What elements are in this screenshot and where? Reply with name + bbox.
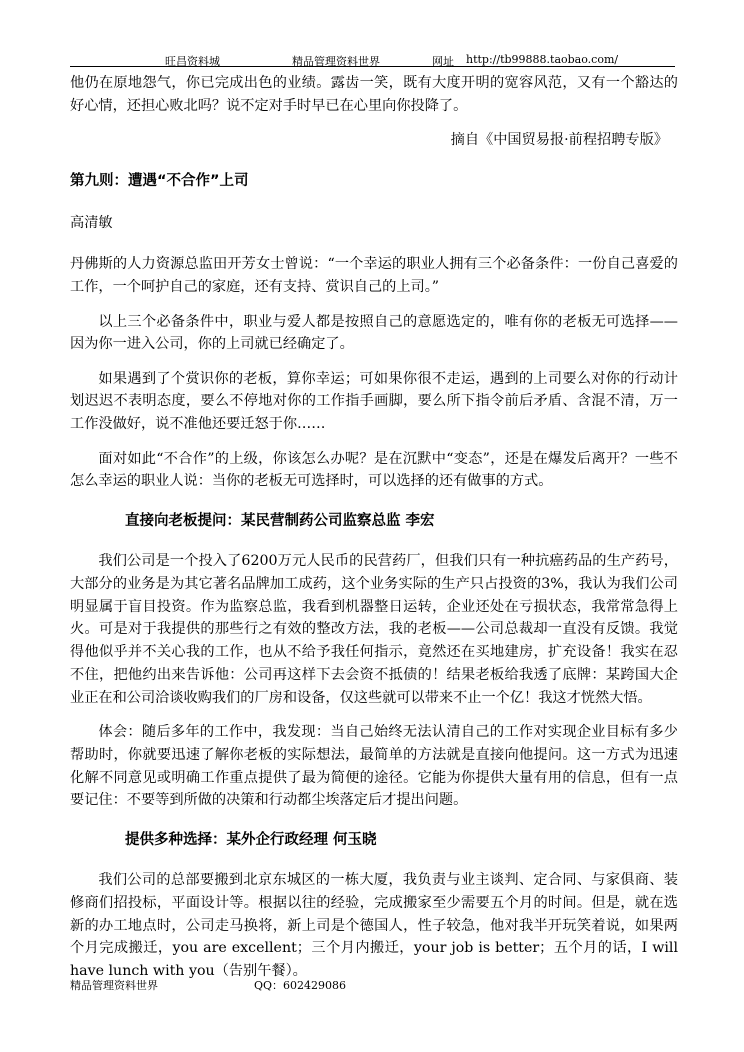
paragraph: 体会：随后多年的工作中，我发现：当自己始终无法认清自己的工作对实现企业目标有多少帮助时，你就要迅速了解你老板的实际想法，最简单的方法就是直接向他提问。这一方式为迅速化解不同意见或明确工作重点提供了最为简便的途径。它能为你提供大量有用的信息，但有一点要记住：不要等到所做的决策和行动都尘埃落定后才提出问题。 (70, 724, 678, 809)
paragraph: 丹佛斯的人力资源总监田开芳女士曾说：“一个幸运的职业人拥有三个必备条件：一份自己喜爱的工作，一个呵护自己的家庭，还有支持、赏识自己的上司。” (70, 256, 678, 296)
page-header (70, 50, 675, 67)
header-shop-name: 旺昌资料城 (165, 55, 220, 68)
source-citation: 摘自《中国贸易报·前程招聘专版》 (450, 132, 668, 149)
document-body (70, 72, 678, 983)
subsection-heading: 提供多种选择：某外企行政经理 何玉晓 (125, 832, 377, 849)
paragraph: 我们公司是一个投入了6200万元人民币的民营药厂，但我们只有一种抗癌药品的生产药号，大部分的业务是为其它著名品牌加工成药，这个业务实际的生产只占投资的3%，我认为我们公司明显属于盲目投资。作为监察总监，我看到机器整日运转，企业还处在亏损状态，我常常急得上火。可是对于我提供的那些行之有效的整改方法，我的老板——公司总裁却一直没有反馈。我觉得他似乎并不关心我的工作，也从不给予我任何指示，竟然还在买地建房，扩充设备！我实在忍不住，把他约出来告诉他：公司再这样下去会资不抵债的！结果老板给我透了底牌：某跨国大企业正在和公司洽谈收购我们的厂房和设备，仅这些就可以带来不止一个亿！我这才恍然大悟。 (70, 552, 678, 706)
paragraph: 面对如此“不合作”的上级，你该怎么办呢？是在沉默中“变态”，还是在爆发后离开？一些不怎么幸运的职业人说：当你的老板无可选择时，可以选择的还有做事的方式。 (70, 450, 678, 490)
section-title: 第九则：遭遇“不合作”上司 (70, 172, 249, 189)
header-url[interactable]: http://tb99888.taobao.com/ (466, 53, 619, 66)
paragraph: 他仍在原地怨气，你已完成出色的业绩。露齿一笑，既有大度开明的宽容风范，又有一个豁达的好心情，还担心败北吗？说不定对手时早已在心里向你投降了。 (70, 75, 678, 114)
page-footer (70, 977, 470, 991)
author-name: 高清敏 (70, 214, 113, 231)
header-url-label: 网址 (432, 55, 454, 68)
paragraph: 以上三个必备条件中，职业与爱人都是按照自己的意愿选定的，唯有你的老板无可选择——因为你一进入公司，你的上司就已经确定了。 (70, 313, 678, 353)
header-site-name: 精品管理资料世界 (292, 55, 380, 68)
paragraph: 我们公司的总部要搬到北京东城区的一栋大厦，我负责与业主谈判、定合同、与家俱商、装修商们招投标，平面设计等。根据以往的经验，完成搬家至少需要五个月的时间。但是，就在选新的办工地点时，公司走马换将，新上司是个德国人，性子较急，他对我半开玩笑着说，如果两个月完成搬迁，you are excellent；三个月内搬迁，your job is better；五个月的话，I will have lunch with you（告别午餐）。 (70, 872, 678, 980)
paragraph: 如果遇到了个赏识你的老板，算你幸运；可如果你很不走运，遇到的上司要么对你的行动计划迟迟不表明态度，要么不停地对你的工作指手画脚，要么所下指令前后矛盾、含混不清，万一工作没做好，说不准他还要迁怒于你…… (70, 370, 678, 433)
footer-qq: QQ：602429086 (254, 979, 347, 992)
footer-site-name: 精品管理资料世界 (70, 979, 158, 992)
subsection-heading: 直接向老板提问：某民营制药公司监察总监 李宏 (125, 513, 435, 530)
